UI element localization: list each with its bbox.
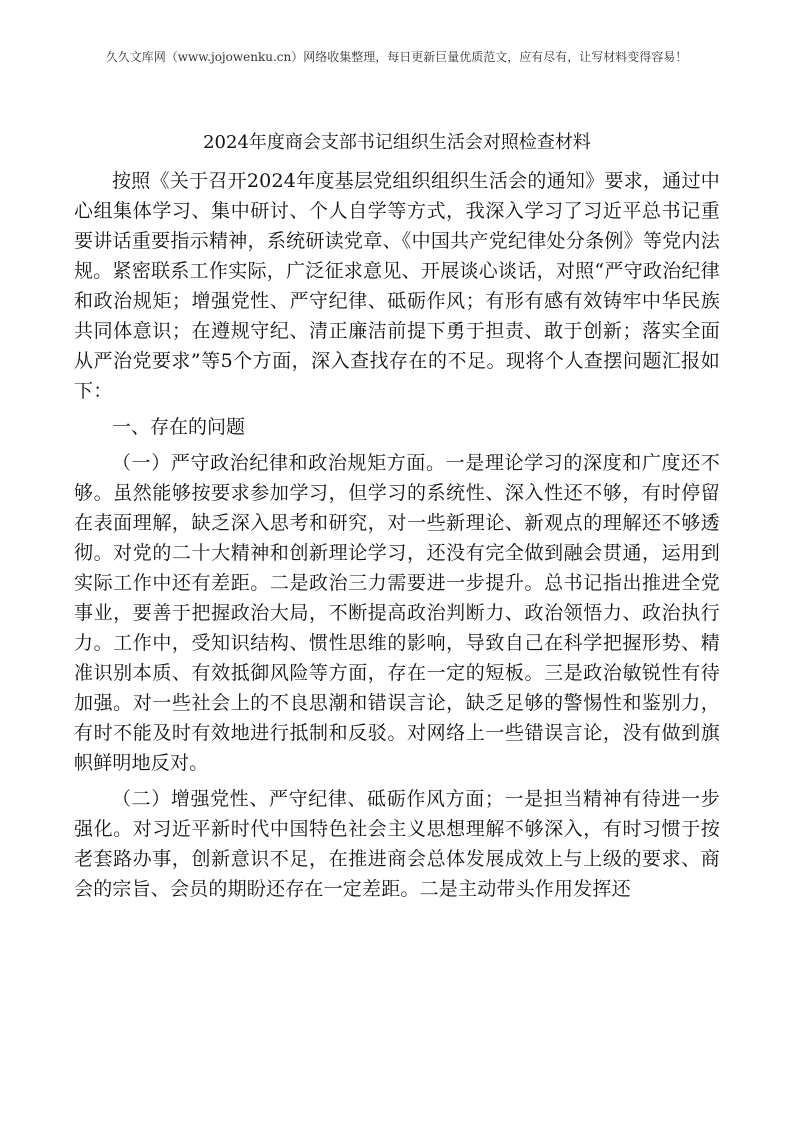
document-body: [74, 130, 720, 904]
intro-paragraph: 按照《关于召开2024年度基层党组织组织生活会的通知》要求，通过中心组集体学习、集中研讨、个人自学等方式，我深入学习了习近平总书记重要讲话重要指示精神，系统研读党章、《中国共产党纪律处分条例》等党内法规。紧密联系工作实际，广泛征求意见、开展谈心谈话，对照“严守政治纪律和政治规矩；增强党性、严守纪律、砥砺作风；有形有感有效铸牢中华民族共同体意识；在遵规守纪、清正廉洁前提下勇于担责、敢于创新；落实全面从严治党要求”等5个方面，深入查找存在的不足。现将个人查摆问题汇报如下：: [74, 170, 720, 402]
paragraph-political-discipline: （一）严守政治纪律和政治规矩方面。一是理论学习的深度和广度还不够。虽然能够按要求参加学习，但学习的系统性、深入性还不够，有时停留在表面理解，缺乏深入思考和研究，对一些新理论、新观点的理解还不够透彻。对党的二十大精神和创新理论学习，还没有完全做到融会贯通，运用到实际工作中还有差距。二是政治三力需要进一步提升。总书记指出推进全党事业，要善于把握政治大局，不断提高政治判断力、政治领悟力、政治执行力。工作中，受知识结构、惯性思维的影响，导致自己在科学把握形势、精准识别本质、有效抵御风险等方面，存在一定的短板。三是政治敏锐性有待加强。对一些社会上的不良思潮和错误言论，缺乏足够的警惕性和鉴别力，有时不能及时有效地进行抵制和反驳。对网络上一些错误言论，没有做到旗帜鲜明地反对。: [74, 452, 720, 774]
site-header-notice: 久久文库网（www.jojowenku.cn）网络收集整理，每日更新巨量优质范文，应有尽有，让写材料变得容易！: [105, 50, 688, 64]
document-title: 2024年度商会支部书记组织生活会对照检查材料: [203, 132, 591, 153]
paragraph-party-spirit: （二）增强党性、严守纪律、砥砺作风方面；一是担当精神有待进一步强化。对习近平新时代中国特色社会主义思想理解不够深入，有时习惯于按老套路办事，创新意识不足，在推进商会总体发展成效上与上级的要求、商会的宗旨、会员的期盼还存在一定差距。二是主动带头作用发挥还: [74, 788, 720, 900]
section-heading-problems: 一、存在的问题: [112, 416, 246, 438]
